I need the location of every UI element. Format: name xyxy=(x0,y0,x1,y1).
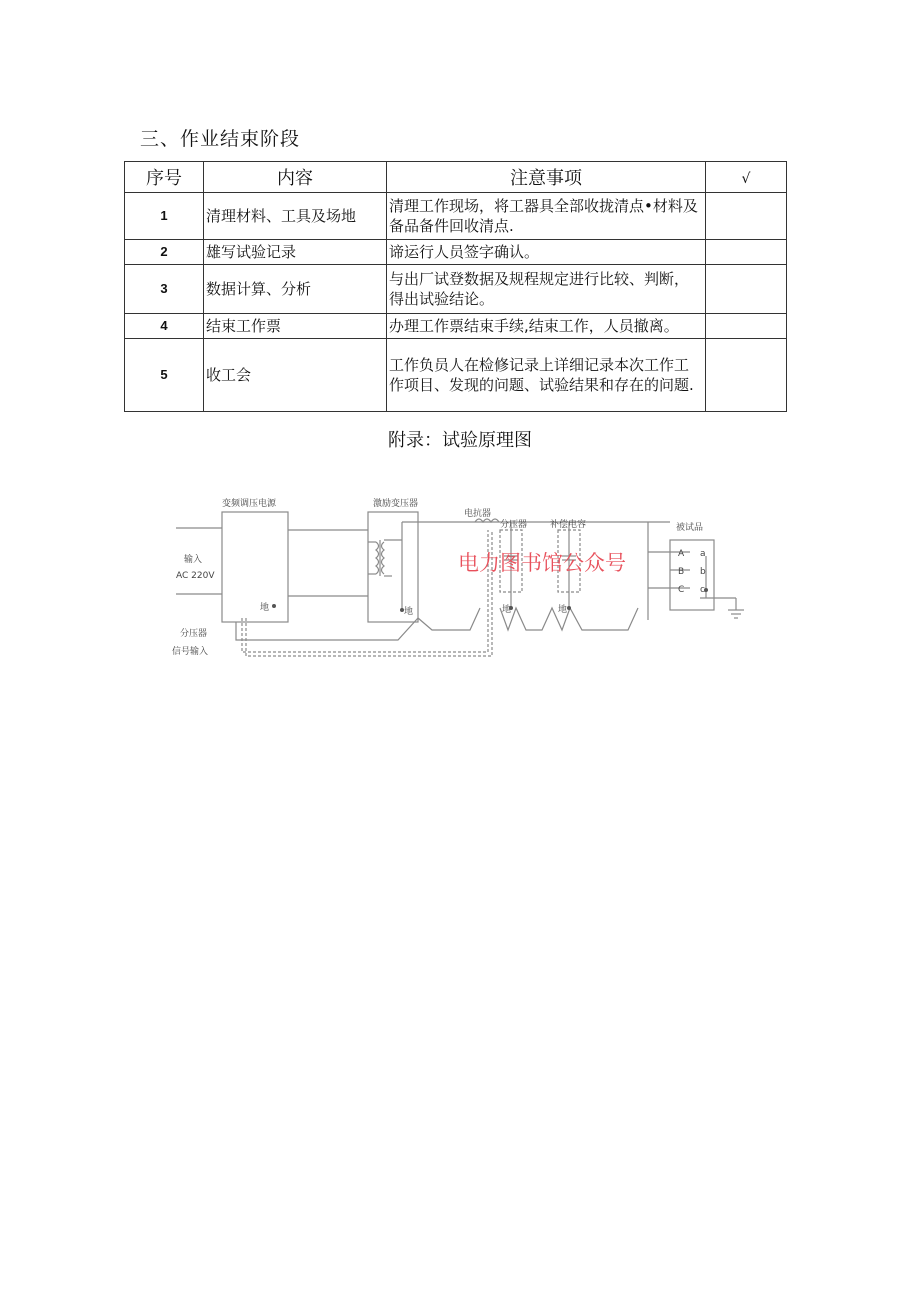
label-C: C xyxy=(678,585,685,595)
row-num: 3 xyxy=(125,265,204,314)
header-check: √ xyxy=(706,162,787,193)
label-c: c xyxy=(700,585,705,595)
label-divider: 分压器 xyxy=(500,520,528,530)
row-note: 办理工作票结束手续,结束工作，人员撤离。 xyxy=(387,314,706,339)
table-row xyxy=(125,339,787,412)
row-num: 2 xyxy=(125,240,204,265)
row-num: 1 xyxy=(125,193,204,240)
row-check xyxy=(706,240,787,265)
vfd-box xyxy=(222,512,288,622)
row-note: 清理工作现场，将工器具全部收拢清点•材料及备品备件回收清点. xyxy=(387,193,706,240)
label-divider-bottom: 分压器 xyxy=(180,629,208,639)
exciter-box xyxy=(368,512,418,622)
table-row xyxy=(125,314,787,339)
row-num: 4 xyxy=(125,314,204,339)
label-ac: AC 220V xyxy=(176,571,215,581)
watermark-text: 电力图书馆公众号 xyxy=(458,551,626,575)
label-ground-divider: 地 xyxy=(502,605,512,615)
circuit-diagram-svg xyxy=(170,490,750,670)
header-note: 注意事项 xyxy=(387,162,706,193)
table-row xyxy=(125,265,787,314)
row-note: 与出厂试登数据及规程规定进行比较、判断，得出试验结论。 xyxy=(387,265,706,314)
label-ground-vfd: 地 xyxy=(260,603,270,613)
label-specimen: 被试品 xyxy=(676,523,704,533)
row-check xyxy=(706,193,787,240)
row-content: 雄写试验记录 xyxy=(204,240,387,265)
header-content: 内容 xyxy=(204,162,387,193)
row-note: 谛运行人员签字确认。 xyxy=(387,240,706,265)
row-content: 清理材料、工具及场地 xyxy=(204,193,387,240)
row-content: 数据计算、分析 xyxy=(204,265,387,314)
label-ground-exciter: 地 xyxy=(404,607,414,617)
label-b: b xyxy=(700,567,706,577)
row-check xyxy=(706,339,787,412)
label-reactor: 电抗器 xyxy=(464,509,492,519)
label-exciter: 激励变压器 xyxy=(373,499,419,509)
appendix-title: 附录：试验原理图 xyxy=(388,430,532,451)
table-row xyxy=(125,240,787,265)
row-num: 5 xyxy=(125,339,204,412)
label-input: 输入 xyxy=(184,555,203,565)
specimen-box xyxy=(670,540,714,610)
header-num: 序号 xyxy=(125,162,204,193)
section-title: 三、作业结束阶段 xyxy=(140,128,301,150)
table-header-row xyxy=(125,162,787,193)
table-row xyxy=(125,193,787,240)
label-vfd: 变频调压电源 xyxy=(222,499,277,509)
label-signal-input: 信号输入 xyxy=(172,647,209,657)
label-A: A xyxy=(678,549,685,559)
row-content: 收工会 xyxy=(204,339,387,412)
test-principle-diagram xyxy=(170,490,750,670)
row-check xyxy=(706,265,787,314)
work-end-table xyxy=(124,161,787,412)
label-compensation: 补偿电容 xyxy=(550,520,587,530)
row-check xyxy=(706,314,787,339)
label-a: a xyxy=(700,549,706,559)
label-B: B xyxy=(678,567,685,577)
label-ground-compensation: 地 xyxy=(558,605,568,615)
row-content: 结束工作票 xyxy=(204,314,387,339)
row-note: 工作负员人在检修记录上详细记录本次工作工作项目、发现的问题、试验结果和存在的问题. xyxy=(387,339,706,412)
